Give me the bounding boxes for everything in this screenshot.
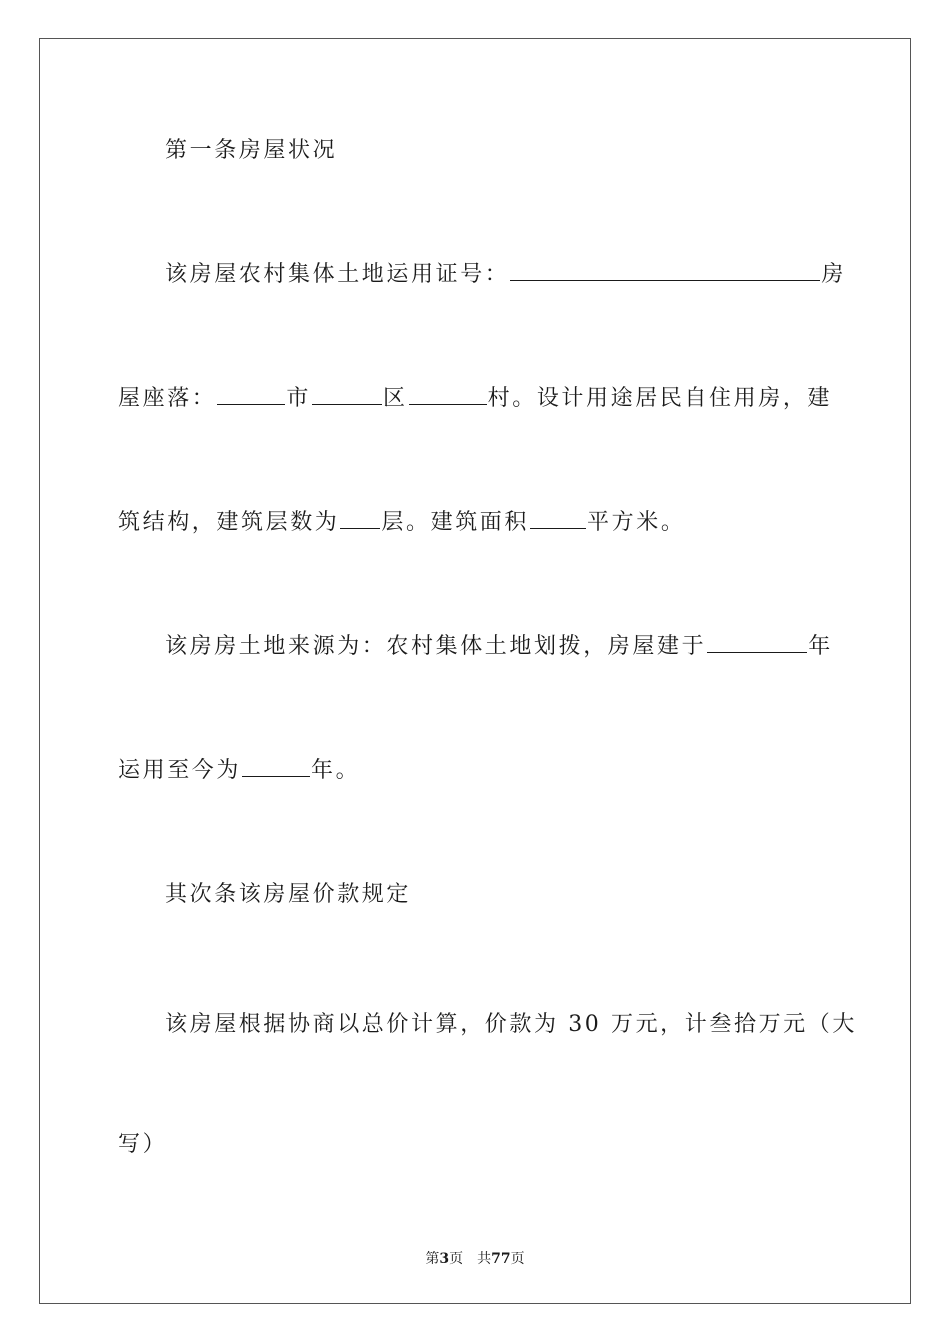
cert-number-blank[interactable] — [510, 260, 820, 281]
page-footer — [0, 1248, 950, 1268]
location-line — [118, 384, 834, 414]
village-text: 村。设计用途居民自住用房，建 — [487, 386, 833, 411]
floors-blank[interactable] — [340, 508, 380, 529]
total-pages-number: 77 — [491, 1251, 511, 1267]
city-label: 市 — [286, 386, 312, 411]
price-line: 该房屋根据协商以总价计算，价款为 30 万元，计叁拾万元（大 — [165, 1012, 857, 1037]
footer-total-unit: 页 — [510, 1251, 525, 1267]
clause1-heading: 第一条房屋状况 — [165, 138, 338, 163]
structure-line — [118, 508, 834, 538]
cert-label: 该房屋农村集体土地运用证号： — [165, 262, 510, 287]
usage-line — [118, 756, 834, 786]
land-source-text: 该房房土地来源为：农村集体土地划拨，房屋建于 — [165, 634, 707, 659]
footer-total-prefix: 共 — [477, 1251, 492, 1267]
clause2-heading: 其次条该房屋价款规定 — [165, 882, 412, 907]
area-unit: 平方米。 — [587, 510, 686, 535]
district-blank[interactable] — [312, 384, 382, 405]
footer-prefix: 第 — [425, 1251, 440, 1267]
page-border — [39, 38, 911, 1304]
structure-text: 筑结构，建筑层数为 — [118, 510, 340, 535]
current-page-number: 3 — [439, 1251, 450, 1267]
year-char: 年 — [808, 634, 833, 659]
build-year-blank[interactable] — [707, 632, 807, 653]
city-blank[interactable] — [217, 384, 285, 405]
price-line-end: 写） — [118, 1132, 168, 1157]
usage-text: 运用至今为 — [118, 758, 242, 783]
footer-page-unit: 页 — [449, 1251, 464, 1267]
usage-years-blank[interactable] — [242, 756, 310, 777]
cert-line — [165, 260, 847, 290]
location-label: 屋座落： — [118, 386, 217, 411]
land-source-line — [165, 632, 834, 662]
usage-end: 年。 — [311, 758, 361, 783]
cert-tail: 房 — [821, 262, 847, 287]
area-blank[interactable] — [530, 508, 586, 529]
district-label: 区 — [383, 386, 408, 411]
floors-text: 层。建筑面积 — [381, 510, 530, 535]
village-blank[interactable] — [409, 384, 487, 405]
